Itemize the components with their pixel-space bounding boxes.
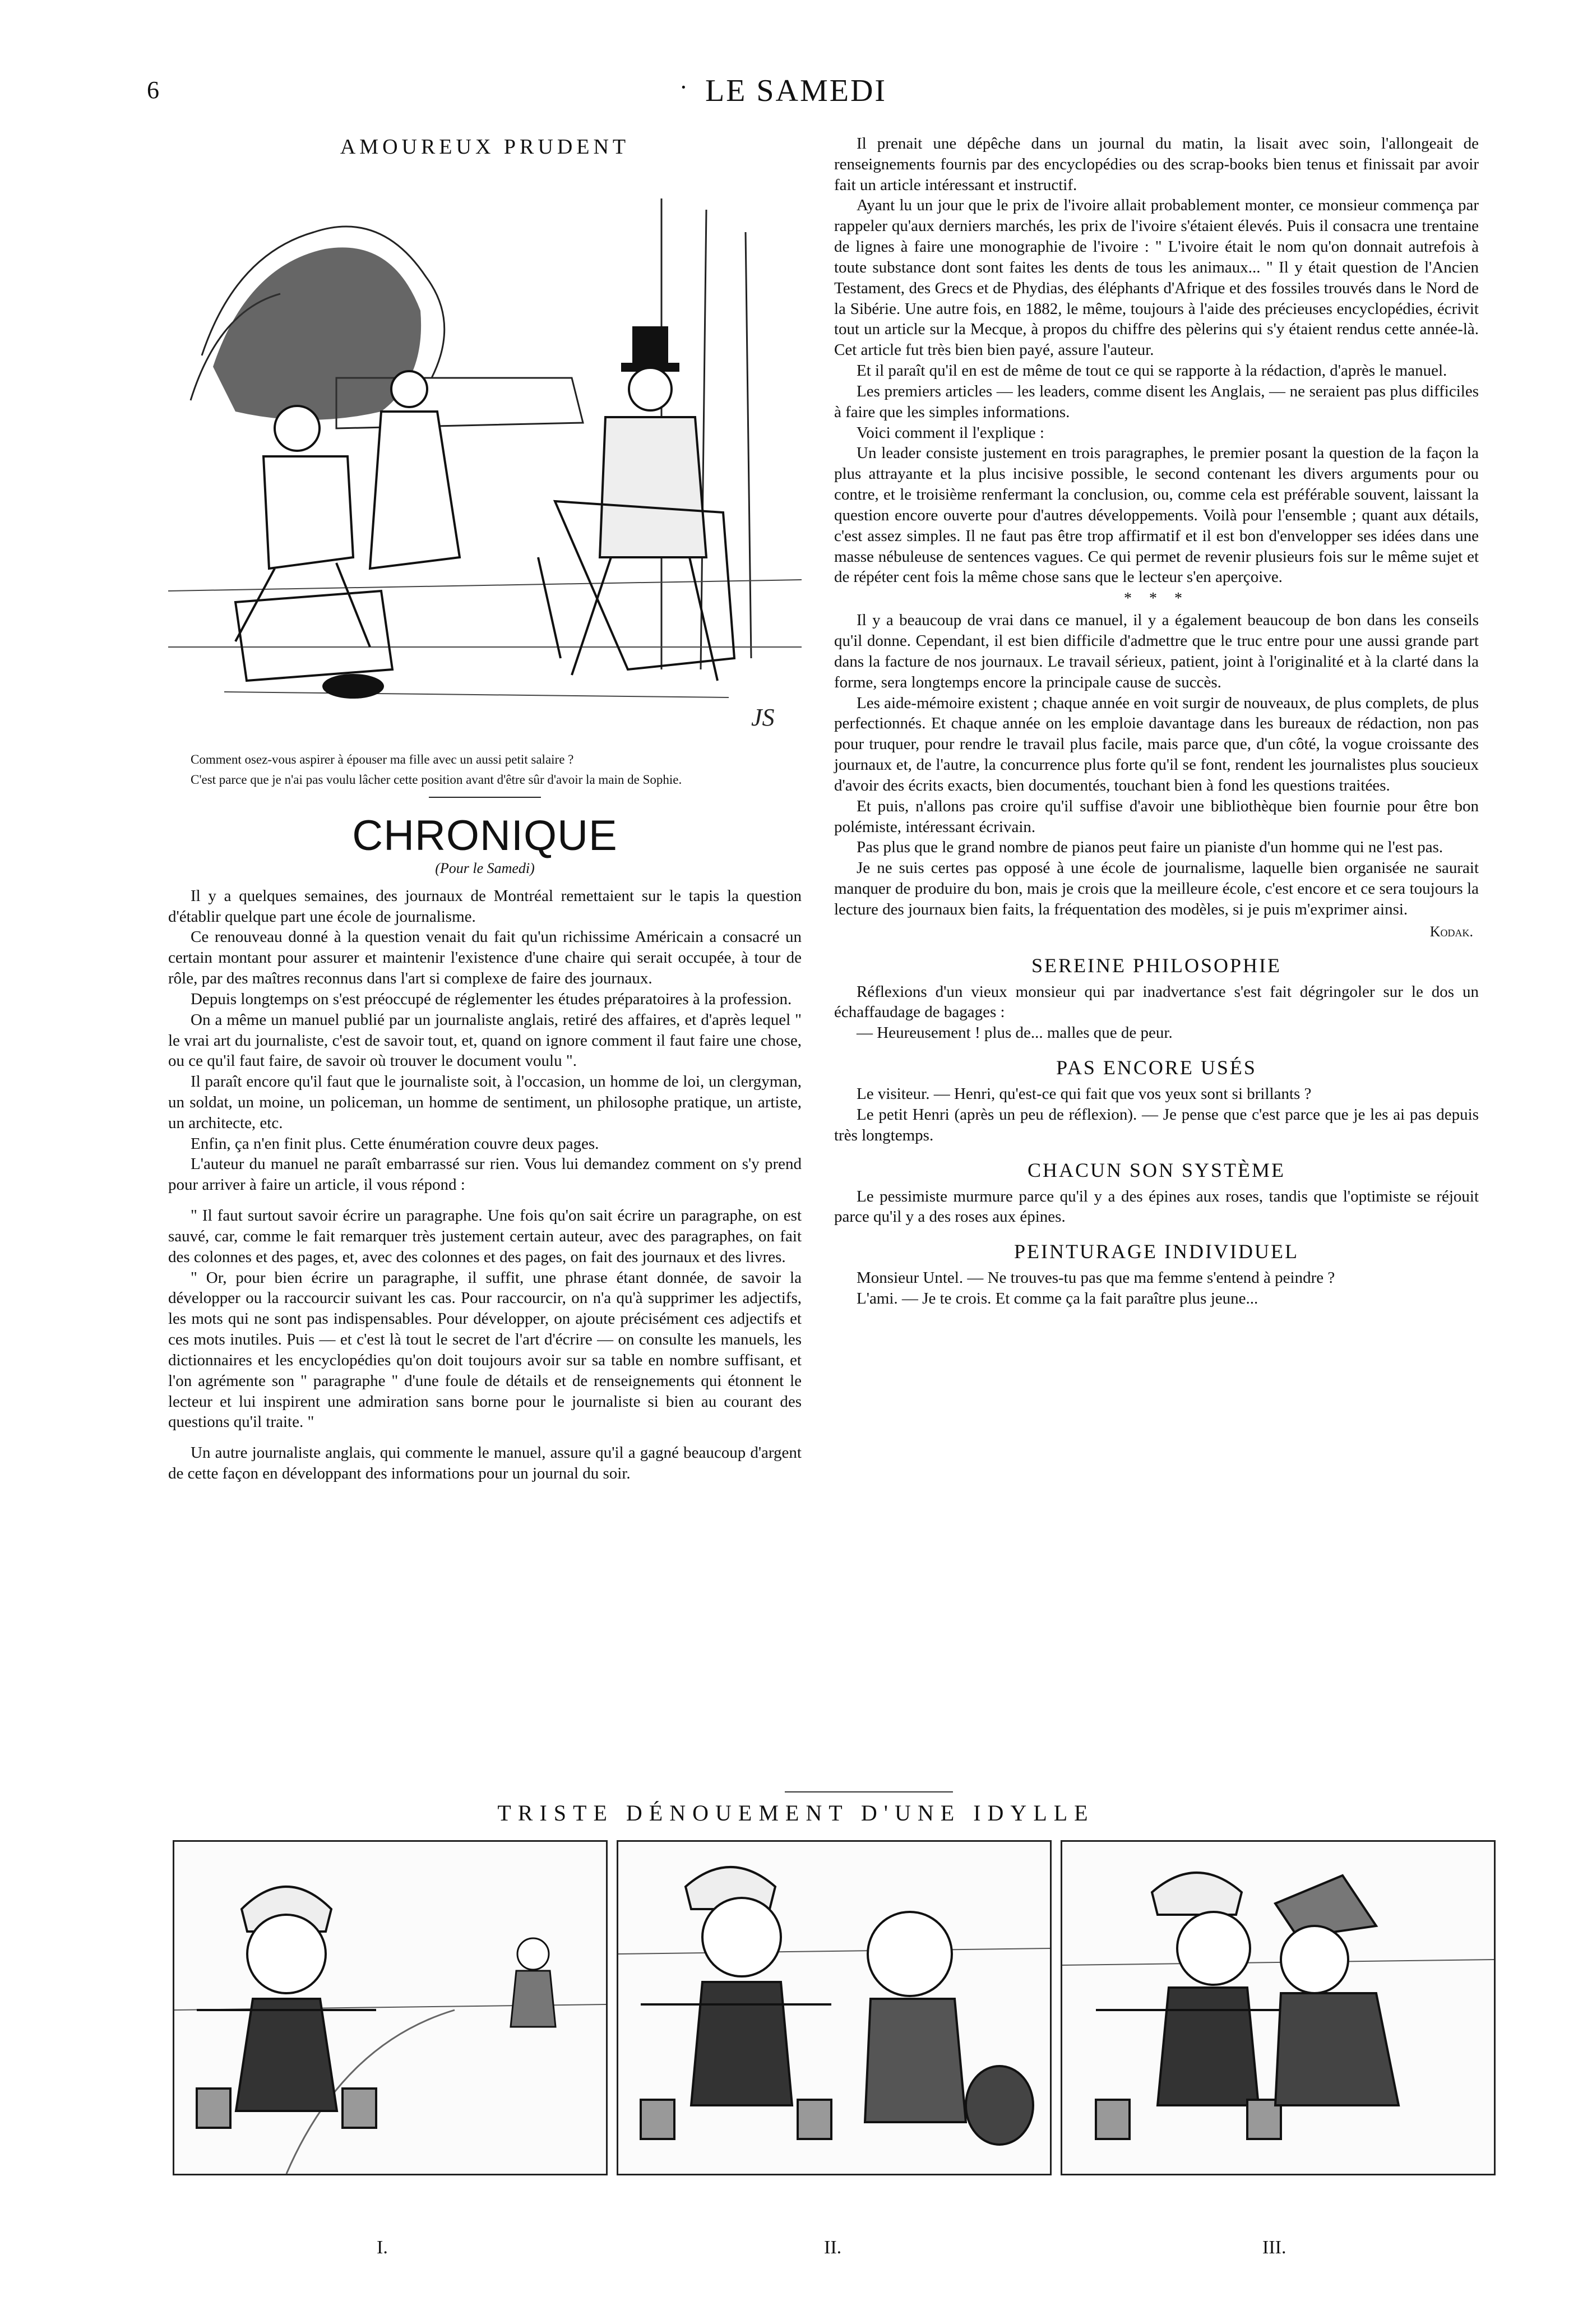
strip-panel-3 — [1061, 1840, 1496, 2175]
chronique-paragraph: Les aide-mémoire existent ; chaque année en voit surgir de nouveaux, de plus complets, de plus perfectionnés. Et chaque année on les emploie davantage dans les bureaux de rédaction, non pas pour truquer, pour rendre le travail plus facile, mais parce que, d'un côté, la vogue croissante des journaux et, de l'autre, la concurrence plus forte qu'il se font, rendent les journalistes plus soucieux d'avoir des écrits exacts, bien documentés, touchant bien à fond les questions traitées. — [834, 694, 1479, 794]
filler-sereine-philosophie — [834, 954, 1479, 1043]
filler-title: CHACUN SON SYSTÈME — [1027, 1158, 1286, 1181]
newspaper-title-text: LE SAMEDI — [705, 73, 887, 108]
chronique-paragraph: Enfin, ça n'en finit plus. Cette énumération couvre deux pages. — [191, 1134, 599, 1153]
chronique-paragraph: Je ne suis certes pas opposé à une école de journalisme, laquelle bien organisée ne saurait manquer de produire du bon, mais je crois que la meilleure école, c'est encore et ce sera toujours la lecture des journaux bien faits, la fréquentation des modèles, si je puis m'exprimer ainsi. — [834, 859, 1479, 918]
caption-rule — [429, 797, 541, 798]
strip-panel-2-drawing — [618, 1842, 1050, 2174]
filler-line: — Heureusement ! plus de... malles que de peur. — [857, 1024, 1173, 1042]
strip-rule — [785, 1791, 953, 1792]
chronique-paragraph: Il paraît encore qu'il faut que le journaliste soit, à l'occasion, un homme de loi, un clergyman, un soldat, un moine, un policeman, un homme de sentiment, un philosophe pratique, un artiste, un architecte, etc. — [168, 1073, 802, 1132]
cartoon-illustration — [168, 165, 802, 748]
filler-peinturage-individuel — [834, 1240, 1479, 1309]
filler-line: L'ami. — Je te crois. Et comme ça la fait paraître plus jeune... — [857, 1290, 1258, 1308]
chronique-paragraph: On a même un manuel publié par un journaliste anglais, retiré des affaires, et d'après lequel " le vrai art du journaliste, c'est de savoir tout, et, quand on ignore comment il faut faire une chose, ou ce qu'il faut faire, de savoir où trouver le document voulu ". — [168, 1010, 802, 1070]
chronique-paragraph: " Or, pour bien écrire un paragraphe, il suffit, une phrase étant donnée, de savoir la développer ou la raccourcir suivant les cas. Pour raccourcir, on n'a qu'à supprimer les adjectifs, les mots qui ne sont pas indispensables. Pour développer, on ajoute précisément ces adjectifs et ces mots inutiles. Puis — et c'est là tout le secret de l'art d'écrire — on consulte les manuels, les dictionnaires et les encyclopédies qu'on doit toujours avoir sur sa table en nombre suffisant, et l'on agrémente son " paragraphe " d'une foule de détails et de renseignements qui étonnent le lecteur et lui inspirent une admiration sans borne pour le journaliste si bien au courant des questions qu'il traite. " — [168, 1268, 802, 1431]
chronique-paragraph: Un leader consiste justement en trois paragraphes, le premier posant la question de la façon la plus attrayante et la plus incisive possible, le second contenant les divers arguments pour ou contre, et le troisième renfermant la conclusion, ou, comme cela est préférable souvent, laissant la question encore ouverte pour d'autres développements. Voilà pour l'ensemble ; quant aux détails, c'est assez simples. Il ne faut pas être trop affirmatif et il est bon d'envelopper ses idées dans une masse nébuleuse de sentences vagues. Ce qui permet de revenir plusieurs fois sur le même sujet et de répéter cent fois la même chose sans que le lecteur s'en aperçoive. — [834, 444, 1479, 586]
panel-label-3: III. — [1262, 2237, 1286, 2258]
strip-panel-1-drawing — [174, 1842, 606, 2174]
chronique-subtitle: (Pour le Samedi) — [435, 860, 535, 876]
filler-title: SEREINE PHILOSOPHIE — [1031, 954, 1281, 977]
chronique-paragraph: " Il faut surtout savoir écrire un paragraphe. Une fois qu'on sait écrire un paragraphe, on est sauvé, car, comme le fait remarquer très justement certain auteur, avec des paragraphes, on fait des colonnes et des pages, et, avec des colonnes et des pages, on fait des journaux et des livres. — [168, 1207, 802, 1266]
page-number: 6 — [147, 76, 159, 104]
chronique-paragraph: Pas plus que le grand nombre de pianos peut faire un pianiste d'un homme qui ne l'est pas. — [857, 838, 1443, 857]
chronique-paragraph: Voici comment il l'explique : — [857, 423, 1044, 442]
filler-title: PEINTURAGE INDIVIDUEL — [1014, 1240, 1299, 1263]
panel-label-2: II. — [824, 2237, 842, 2258]
chronique-paragraph: Ce renouveau donné à la question venait du fait qu'un richissime Américain a consacré un certain montant pour assurer et maintenir l'existence d'une chaire qui serait occupée, à tour de rôle, par des maîtres reconnus dans l'art si complexe de faire des journaux. — [168, 928, 802, 988]
right-column — [834, 133, 1479, 1309]
chronique-paragraph: Un autre journaliste anglais, qui commente le manuel, assure qu'il a gagné beaucoup d'argent de cette façon en développant des informations pour un journal du soir. — [168, 1444, 802, 1483]
chronique-paragraph: Il y a beaucoup de vrai dans ce manuel, il y a également beaucoup de bon dans les conseils qu'il donne. Cependant, il est bien difficile d'admettre que le truc entre pour une aussi grande part dans la facture de nos journaux. Le travail sérieux, patient, joint à l'originalité et à la clarté dans la forme, sera longtemps encore la principale cause de succès. — [834, 611, 1479, 691]
chronique-paragraph: L'auteur du manuel ne paraît embarrassé sur rien. Vous lui demandez comment on s'y prend pour arriver à faire un article, il vous répond : — [168, 1155, 802, 1194]
section-stars: * * * — [1124, 590, 1189, 608]
left-column — [168, 135, 802, 1484]
strip-panel-3-drawing — [1062, 1842, 1494, 2174]
chronique-paragraph: Depuis longtemps on s'est préoccupé de réglementer les études préparatoires à la profession. — [191, 990, 792, 1008]
panel-label-1: I. — [377, 2237, 388, 2258]
chronique-paragraph: Et il paraît qu'il en est de même de tout ce qui se rapporte à la rédaction, d'après le manuel. — [857, 362, 1447, 380]
cartoon-title: AMOUREUX PRUDENT — [340, 135, 630, 159]
filler-chacun-son-systeme — [834, 1158, 1479, 1228]
newspaper-title — [0, 73, 1592, 109]
cartoon-caption-2: C'est parce que je n'ai pas voulu lâcher cette position avant d'être sûr d'avoir la main de Sophie. — [191, 773, 682, 787]
strip-panel-1 — [173, 1840, 608, 2175]
filler-line: Le petit Henri (après un peu de réflexion). — Je pense que c'est parce que je les ai pas depuis très longtemps. — [834, 1105, 1479, 1144]
filler-line: Le pessimiste murmure parce qu'il y a des épines aux roses, tandis que l'optimiste se réjouit parce qu'il y a des roses aux épines. — [834, 1187, 1479, 1226]
chronique-title: CHRONIQUE — [352, 811, 618, 860]
strip-title: TRISTE DÉNOUEMENT D'UNE IDYLLE — [497, 1800, 1095, 1826]
cartoon-caption-1: Comment osez-vous aspirer à épouser ma fille avec un aussi petit salaire ? — [191, 752, 574, 766]
chronique-paragraph: Il prenait une dépêche dans un journal du matin, la lisait avec soin, l'allongeait de renseignements fournis par des encyclopédies ou des scrap-books bien tenus et finissait par avoir fait un article intéressant et instructif. — [834, 135, 1479, 194]
filler-title: PAS ENCORE USÉS — [1056, 1056, 1257, 1079]
chronique-paragraph: Les premiers articles — les leaders, comme disent les Anglais, — ne seraient pas plus difficiles à faire que les simples informations. — [834, 382, 1479, 421]
chronique-paragraph: Ayant lu un jour que le prix de l'ivoire allait probablement monter, ce monsieur commença par rappeler qu'aux derniers marchés, les prix de l'ivoire s'étaient élevés. Puis il consacra une trentaine de lignes à faire une monographie de l'ivoire : " L'ivoire était le nom qu'on donnait autrefois à toute substance dont sont faites les dents de tous les animaux... " Il y était question de l'Ancien Testament, des Grecs et de Phydias, des éléphants d'Afrique et des fossiles trouvés dans le Nord de la Sibérie. Une autre fois, en 1882, le même, toujours à l'aide des précieuses encyclopédies, écrivit tout un article sur la Mecque, à propos du chiffre des pèlerins qui s'y étaient rendus cette année-là. Cet article fut très bien bien payé, assure l'auteur. — [834, 196, 1479, 359]
header-dot: · — [679, 73, 689, 101]
cartoon-signature: JS — [751, 704, 775, 731]
chronique-paragraph: Et puis, n'allons pas croire qu'il suffise d'avoir une bibliothèque bien fournie pour être bon polémiste, intéressant écrivain. — [834, 797, 1479, 836]
filler-line: Monsieur Untel. — Ne trouves-tu pas que ma femme s'entend à peindre ? — [857, 1269, 1335, 1287]
filler-line: Le visiteur. — Henri, qu'est-ce qui fait que vos yeux sont si brillants ? — [857, 1085, 1312, 1103]
chronique-paragraph: Il y a quelques semaines, des journaux de Montréal remettaient sur le tapis la question d'établir quelque part une école de journalisme. — [168, 886, 802, 926]
filler-pas-encore-uses — [834, 1056, 1479, 1145]
filler-line: Réflexions d'un vieux monsieur qui par inadvertance s'est fait dégringoler sur le dos un échaffaudage de bagages : — [834, 982, 1479, 1022]
chronique-signature: Kodak. — [1429, 923, 1473, 940]
strip-panel-2 — [617, 1840, 1052, 2175]
